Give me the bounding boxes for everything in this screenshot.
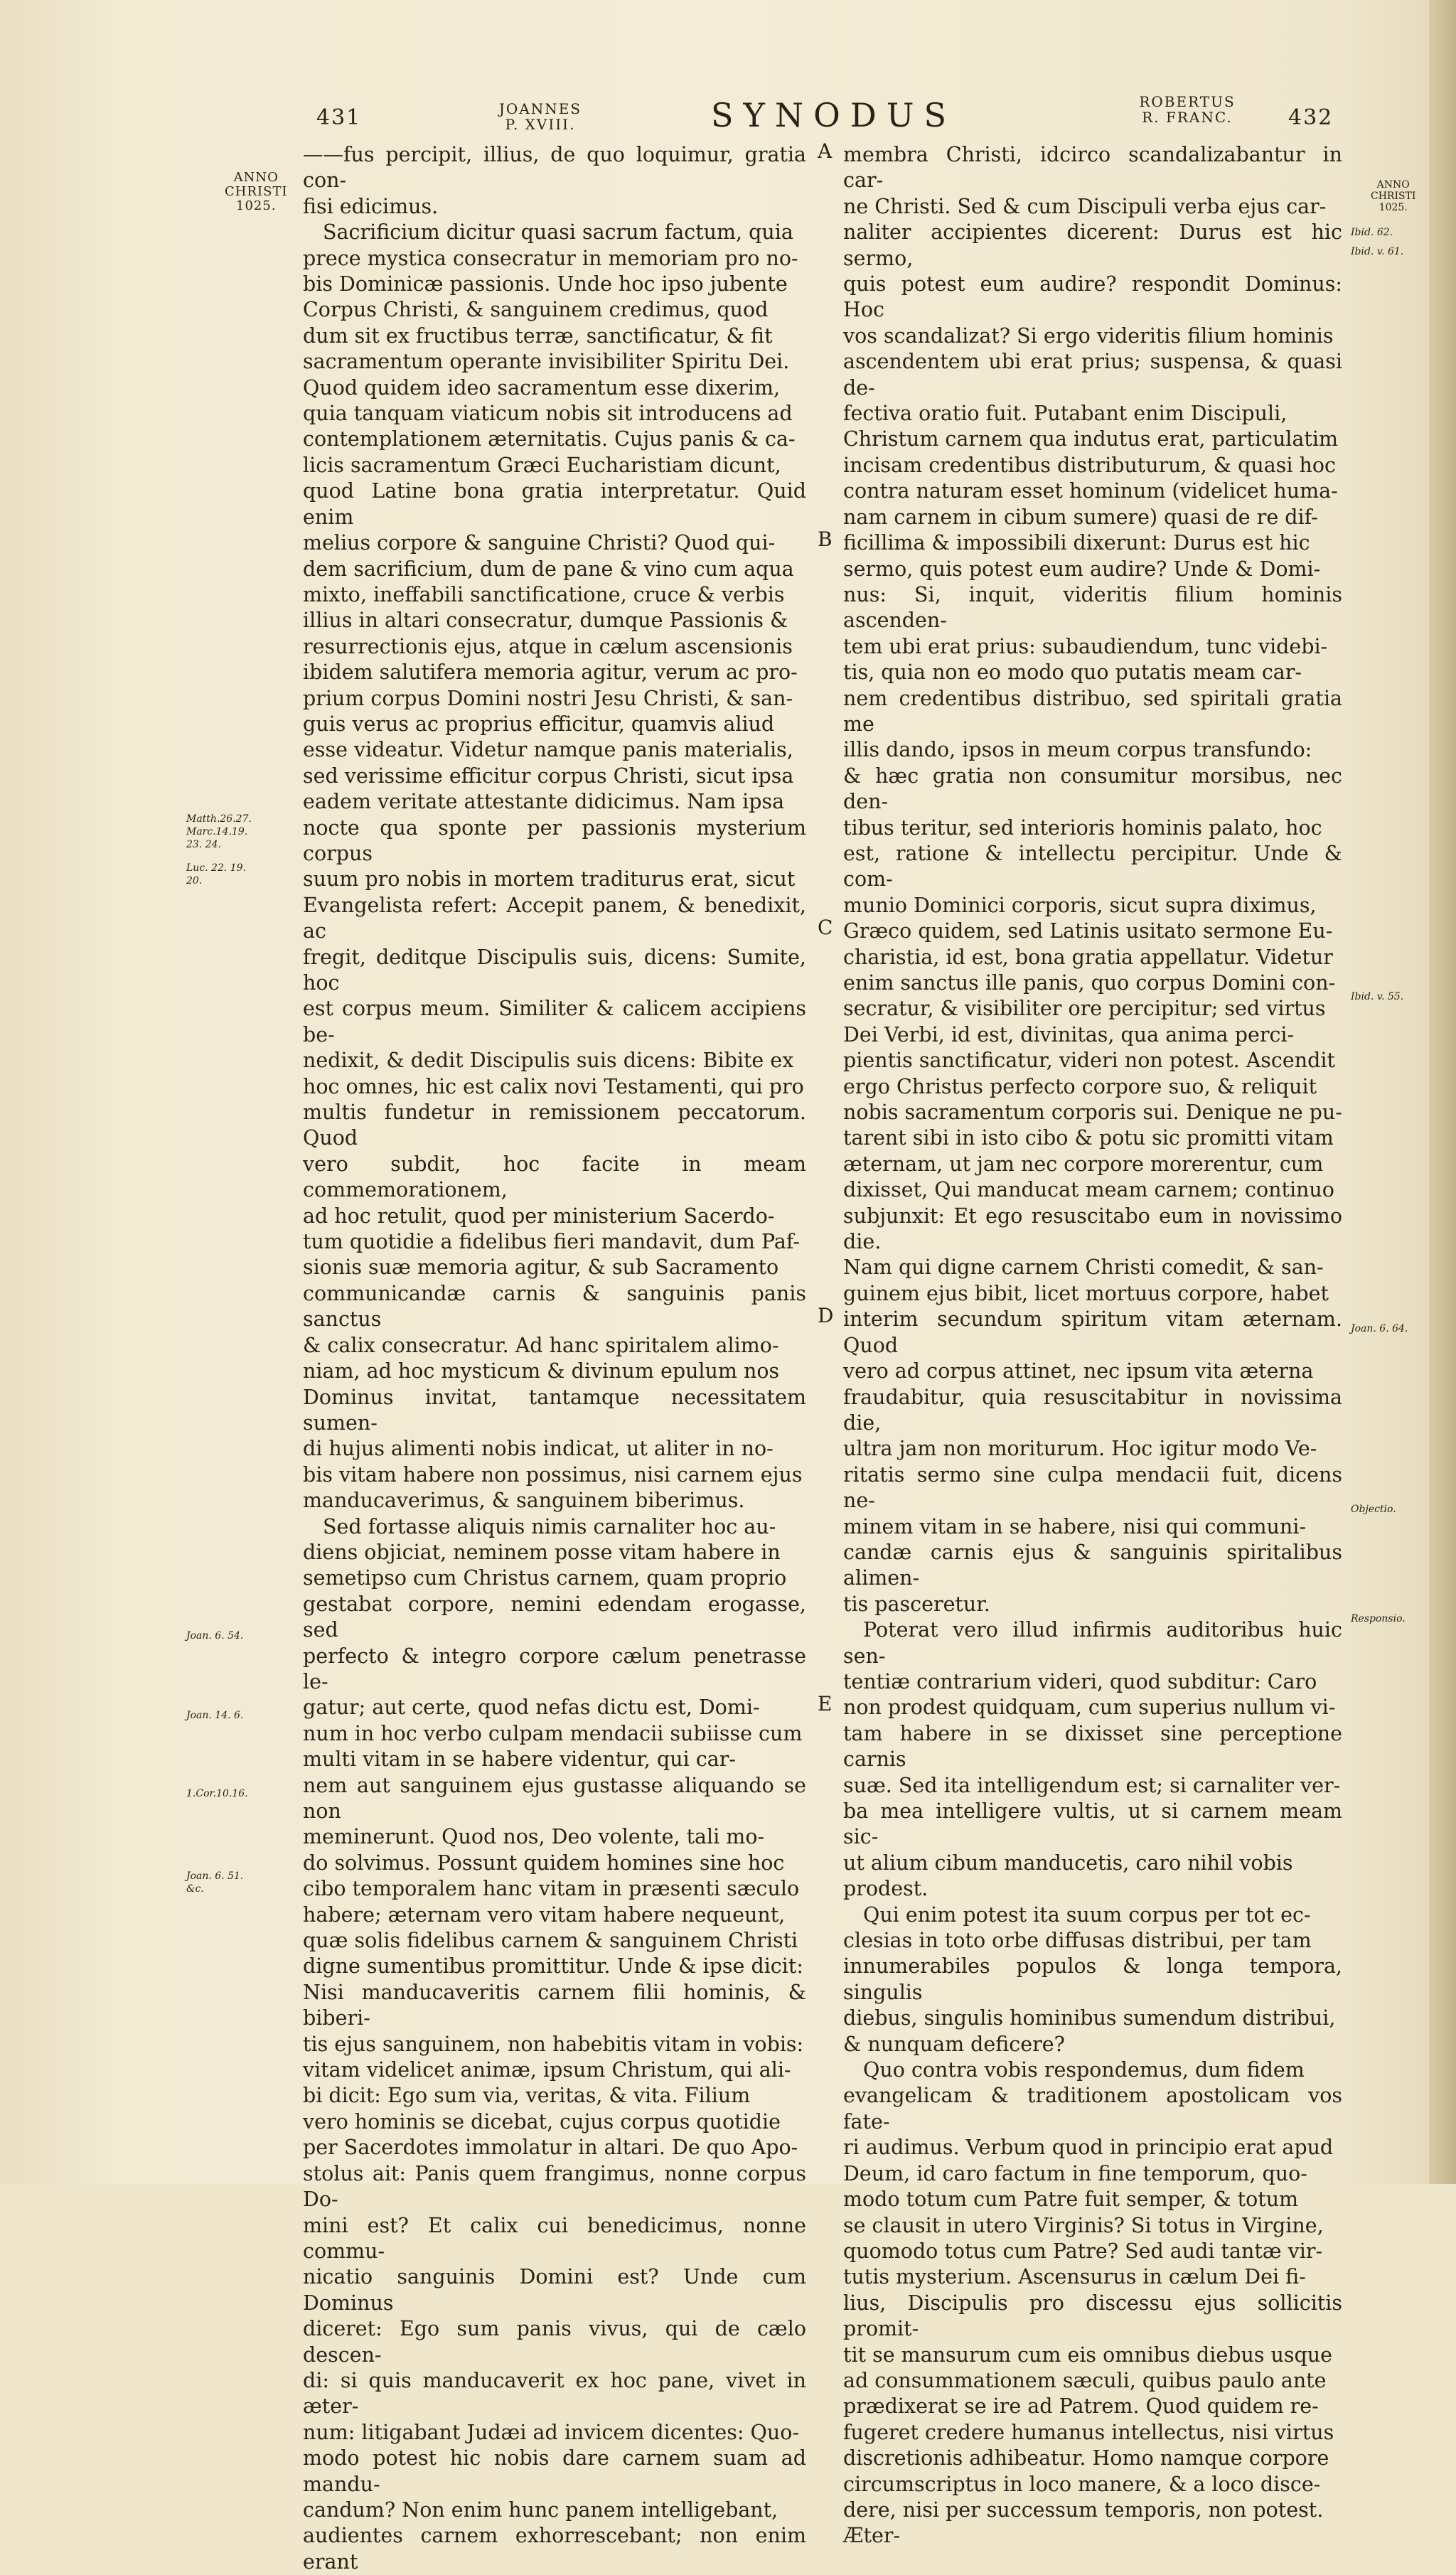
text-line: est corpus meum. Similiter & calicem accipiens be- [303,997,806,1046]
text-line: naliter accipientes dicerent: Durus est hic sermo, [843,220,1342,270]
text-line: & calix consecratur. Ad hanc spiritalem alimo- [303,1333,779,1357]
text-line: ri audimus. Verbum quod in principio erat apud [843,2136,1334,2160]
margin-note: Joan. 6. 54. [186,1630,244,1642]
year-label: 1025. [1379,202,1408,213]
margin-note: 20. [186,875,203,887]
text-line: Sacrificium dicitur quasi sacrum factum, quia [323,220,793,245]
text-line: candum? Non enim hunc panem intelligebant, [303,2498,778,2522]
text-line: non prodest quidquam, cum superius nullum vi- [843,1696,1336,1720]
margin-note: Responsio. [1351,1613,1406,1624]
running-head-right-line2: R. FRANC. [1142,109,1233,126]
text-line: num in hoc verbo culpam mendacii subiisse cum [303,1721,803,1745]
text-line: Nisi manducaveritis carnem filii hominis, & biberi- [303,1980,806,2030]
text-line: dum sit ex fructibus terræ, sanctificatur, & fit [303,323,773,348]
text-line: & nunquam deficere? [843,2032,1065,2056]
text-line: diceret: Ego sum panis vivus, qui de cælo descen- [303,2317,806,2367]
text-line: ergo Christus perfecto corpore suo, & reliquit [843,1074,1317,1098]
text-line: fectiva oratio fuit. Putabant enim Discipuli, [843,402,1288,426]
text-line: minem vitam in se habere, nisi qui communi- [843,1514,1307,1538]
text-line: perfecto & integro corpore cælum penetrasse le- [303,1644,806,1693]
text-line: prodest. [843,1877,928,1901]
text-line: Corpus Christi, & sanguinem credimus, quod [303,298,769,322]
margin-note: Matth.26.27. [186,813,252,825]
text-line: circumscriptus in loco manere, & a loco disce- [843,2472,1321,2496]
text-line: digne sumentibus promittitur. Unde & ipse dicit: [303,1954,803,1979]
margin-note: &c. [186,1883,204,1895]
running-head-right-line1: ROBERTUS [1139,93,1236,110]
text-line: nobis sacramentum corporis sui. Denique ne pu- [843,1101,1342,1125]
text-line: diens objiciat, neminem posse vitam habere in [303,1540,781,1564]
text-line: vero ad corpus attinet, nec ipsum vita æterna [843,1359,1314,1383]
text-line: gestabat corpore, nemini edendam erogasse, sed [303,1592,806,1642]
text-line: interim secundum spiritum vitam æternam. Quod [843,1307,1342,1357]
text-line: semetipso cum Christus carnem, quam proprio [303,1566,787,1590]
running-head-right [1109,94,1265,125]
text-line: licis sacramentum Græci Eucharistiam dicunt, [303,453,781,477]
text-line: Græco quidem, sed Latinis usitato sermone Eu- [843,919,1333,943]
text-line: pientis sanctificatur, videri non potest. Ascendit [843,1049,1335,1073]
text-line: Christum carnem qua indutus erat, particulatim [843,427,1339,451]
page-binding-edge [1429,0,1456,2184]
text-line: meminerunt. Quod nos, Deo volente, tali mo- [303,1825,765,1849]
text-line: Dei Verbi, id est, divinitas, qua anima perci- [843,1022,1295,1046]
running-head-left [469,101,611,132]
text-line: munio Dominici corporis, sicut supra diximus, [843,893,1317,917]
text-line: lius, Discipulis pro discessu ejus sollicitis promit- [843,2291,1342,2341]
text-line: bis vitam habere non possimus, nisi carnem ejus [303,1462,803,1487]
text-line: Æter- [843,2524,901,2548]
text-line: prece mystica consecratur in memoriam pro no- [303,246,798,270]
text-line: nedixit, & dedit Discipulis suis dicens: Bibite ex [303,1049,794,1073]
text-line: candæ carnis ejus & sanguinis spiritalibus alimen- [843,1540,1342,1590]
text-line: ba mea intelligere vultis, ut si carnem meam sic- [843,1799,1342,1849]
left-text-column [303,142,806,2575]
text-line: nus: Si, inquit, videritis filium hominis ascenden- [843,582,1342,633]
text-line: tis, quia non eo modo quo putatis meam car- [843,660,1302,685]
text-line: illius in altari consecratur, dumque Passionis & [303,609,788,633]
text-line: sed verissime efficitur corpus Christi, sicut ipsa [303,764,794,788]
margin-anno-right [1371,179,1415,213]
text-line: tentiæ contrarium videri, quod subditur: Caro [843,1669,1317,1693]
text-line: Sed fortasse aliquis nimis carnaliter hoc au- [323,1514,776,1538]
text-line: quod Latine bona gratia interpretatur. Quid enim [303,479,806,529]
text-line: Qui enim potest ita suum corpus per tot ec- [863,1902,1311,1927]
text-line: illis dando, ipsos in meum corpus transfundo: [843,738,1312,762]
text-line: quæ solis fidelibus carnem & sanguinem Christi [303,1929,798,1953]
text-line: membra Christi, idcirco scandalizabantur in car- [843,143,1342,193]
right-text-column [843,142,1342,2549]
text-line: num: litigabant Judæi ad invicem dicentes: Quo- [303,2420,800,2444]
text-line: Quod quidem ideo sacramentum esse dixerim, [303,375,781,400]
text-line: contra naturam esset hominum (videlicet huma- [843,479,1338,503]
text-line: nem credentibus distribuo, sed spiritali gratia me [843,686,1342,736]
page-number-right: 432 [1288,105,1334,130]
section-letter-d: D [818,1304,834,1327]
text-line: prium corpus Domini nostri Jesu Christi, & san- [303,686,793,710]
text-line: audientes carnem exhorrescebant; non enim erant [303,2524,806,2574]
text-line: prædixerat se ire ad Patrem. Quod quidem re- [843,2394,1319,2419]
text-line: æternam, ut jam nec corpore morerentur, cum [843,1152,1324,1176]
text-line: gatur; aut certe, quod nefas dictu est, Domi- [303,1696,760,1720]
text-line: mini est? Et calix cui benedicimus, nonne commu- [303,2213,806,2263]
margin-note: Ibid. v. 61. [1351,246,1404,257]
text-line: fugeret credere humanus intellectus, nisi virtus [843,2420,1334,2444]
text-line: ficillima & impossibili dixerunt: Durus est hic [843,531,1310,555]
section-letter-a: A [818,139,833,163]
text-line: sermo, quis potest eum audire? Unde & Domi- [843,557,1321,581]
text-line: hoc omnes, hic est calix novi Testamenti, qui pro [303,1074,804,1098]
text-line: quia tanquam viaticum nobis sit introducens ad [303,402,793,426]
text-line: contemplationem æternitatis. Cujus panis & ca- [303,427,796,451]
text-line: se clausit in utero Virginis? Si totus in Virgine, [843,2213,1324,2237]
anno-label: ANNO [233,170,279,185]
text-line: ascendentem ubi erat prius; suspensa, & quasi de- [843,350,1342,400]
margin-note: Ibid. v. 55. [1351,991,1404,1002]
text-line: nocte qua sponte per passionis mysterium corpus [303,815,806,865]
running-head-left-line1: JOANNES [498,100,582,117]
margin-note: 1.Cor.10.16. [186,1788,248,1799]
text-line: fregit, deditque Discipulis suis, dicens: Sumite, hoc [303,945,806,995]
text-line: mixto, ineffabili sanctificatione, cruce & verbis [303,582,785,606]
text-line: tibus teritur, sed interioris hominis palato, hoc [843,815,1322,840]
text-line: guinem ejus bibit, licet mortuus corpore, habet [843,1281,1329,1305]
text-line: di hujus alimenti nobis indicat, ut aliter in no- [303,1437,774,1461]
text-line: discretionis adhibeatur. Homo namque corpore [843,2446,1329,2470]
text-line: dere, nisi per successum temporis, non potest. [843,2498,1324,2522]
anno-label: ANNO [1376,179,1410,191]
text-line: clesias in toto orbe diffusas distribui, per tam [843,1929,1312,1953]
text-line: & hæc gratia non consumitur morsibus, nec den- [843,764,1342,814]
text-line: tum quotidie a fidelibus fieri mandavit, dum Paf- [303,1230,800,1254]
text-line: fisi edicimus. [303,194,439,218]
text-line: modo totum cum Patre fuit semper, & totum [843,2188,1299,2212]
margin-anno-left [225,171,288,213]
page-number-left: 431 [316,105,362,130]
text-line: quis potest eum audire? respondit Dominus: Hoc [843,272,1342,322]
running-head-left-line2: P. XVIII. [505,116,576,133]
text-line: nam carnem in cibum sumere) quasi de re dif- [843,505,1318,529]
text-line: melius corpore & sanguine Christi? Quod qui- [303,531,776,555]
text-line: charistia, id est, bona gratia appellatur. Videtur [843,945,1333,969]
text-line: bi dicit: Ego sum via, veritas, & vita. Filium [303,2084,751,2108]
text-line: fraudabitur, quia resuscitabitur in novissima die, [843,1385,1342,1435]
text-line: tis pasceretur. [843,1592,990,1616]
text-line: stolus ait: Panis quem frangimus, nonne corpus Do- [303,2161,806,2212]
text-line: incisam credentibus distributurum, & quasi hoc [843,453,1337,477]
text-line: bis Dominicæ passionis. Unde hoc ipso jubente [303,272,788,296]
text-line: resurrectionis ejus, atque in cælum ascensionis [303,634,793,658]
margin-note: Joan. 6. 64. [1351,1323,1408,1334]
text-line: vero hominis se dicebat, cujus corpus quotidie [303,2109,781,2134]
text-line: ne Christi. Sed & cum Discipuli verba ejus car- [843,194,1327,218]
text-line: Deum, id caro factum in fine temporum, quo- [843,2161,1307,2185]
text-line: ritatis sermo sine culpa mendacii fuit, dicens ne- [843,1462,1342,1513]
christi-label: CHRISTI [1371,191,1416,202]
text-line: nem aut sanguinem ejus gustasse aliquando se non [303,1773,806,1823]
text-line: Nam qui digne carnem Christi comedit, & san- [843,1256,1324,1280]
margin-note: Joan. 6. 51. [186,1870,244,1882]
text-line: nicatio sanguinis Domini est? Unde cum Dominus [303,2265,806,2315]
text-line: tem ubi erat prius: subaudiendum, tunc videbi- [843,634,1328,658]
margin-note: Marc.14.19. [186,826,248,837]
text-line: tutis mysterium. Ascensurus in cælum Dei fi- [843,2265,1306,2289]
text-line: tam habere in se dixisset sine perceptione carnis [843,1721,1342,1772]
text-line: ut alium cibum manducetis, caro nihil vobis [843,1851,1293,1875]
text-line: vero subdit, hoc facite in meam commemorationem, [303,1152,806,1202]
text-line: do solvimus. Possunt quidem homines sine hoc [303,1851,785,1875]
text-line: quomodo totus cum Patre? Sed audi tantæ vir- [843,2239,1323,2263]
margin-note: 23. 24. [186,839,221,850]
text-line: suæ. Sed ita intelligendum est; si carnaliter ver- [843,1773,1341,1797]
margin-note: Joan. 14. 6. [186,1710,244,1721]
text-line: enim sanctus ille panis, quo corpus Domini con- [843,971,1336,995]
text-line: tis ejus sanguinem, non habebitis vitam in vobis: [303,2032,804,2056]
text-line: secratur, & visibiliter ore percipitur; sed virtus [843,997,1326,1021]
text-line: vos scandalizat? Si ergo videritis filium hominis [843,323,1334,348]
text-line: est, ratione & intellectu percipitur. Unde & com- [843,841,1342,892]
text-line: ibidem salutifera memoria agitur, verum ac pro- [303,660,798,685]
christi-label: CHRISTI [225,184,288,199]
year-label: 1025. [236,198,277,213]
running-head-title: SYNODUS [711,96,957,134]
text-line: ——fus percipit, illius, de quo loquimur, gratia con- [303,143,806,193]
text-line: modo potest hic nobis dare carnem suam ad mandu- [303,2446,806,2496]
text-line: tarent sibi in isto cibo & potu sic promitti vitam [843,1126,1334,1150]
text-line: multi vitam in se habere videntur, qui car- [303,1747,737,1772]
text-line: eadem veritate attestante didicimus. Nam ipsa [303,790,785,814]
text-line: Poterat vero illud infirmis auditoribus huic sen- [843,1618,1342,1668]
text-line: sacramentum operante invisibiliter Spiritu Dei. [303,350,790,374]
text-line: niam, ad hoc mysticum & divinum epulum nos [303,1359,780,1383]
text-line: cibo temporalem hanc vitam in præsenti sæculo [303,1877,800,1901]
text-line: dem sacrificium, dum de pane & vino cum aqua [303,557,794,581]
text-line: suum pro nobis in mortem traditurus erat, sicut [303,867,796,892]
section-letter-b: B [818,528,833,551]
text-line: Dominus invitat, tantamque necessitatem sumen- [303,1385,806,1435]
text-line: ad hoc retulit, quod per ministerium Sacerdo- [303,1204,775,1228]
margin-note: Ibid. 62. [1351,227,1393,238]
text-line: evangelicam & traditionem apostolicam vos fate- [843,2084,1342,2134]
text-line: di: si quis manducaverit ex hoc pane, vivet in æter- [303,2368,806,2419]
text-line: tit se mansurum cum eis omnibus diebus usque [843,2343,1333,2367]
text-line: sionis suæ memoria agitur, & sub Sacramento [303,1256,779,1280]
text-line: innumerabiles populos & longa tempora, singulis [843,1954,1342,2004]
text-line: Quo contra vobis respondemus, dum fidem [863,2058,1305,2082]
margin-note: Objectio. [1351,1504,1396,1515]
text-line: per Sacerdotes immolatur in altari. De quo Apo- [303,2136,798,2160]
text-line: diebus, singulis hominibus sumendum distribui, [843,2006,1336,2030]
text-line: Evangelista refert: Accepit panem, & benedixit, ac [303,893,806,943]
text-line: ultra jam non moriturum. Hoc igitur modo Ve- [843,1437,1317,1461]
section-letter-e: E [818,1692,833,1715]
text-line: subjunxit: Et ego resuscitabo eum in novissimo die. [843,1204,1342,1254]
text-line: dixisset, Qui manducat meam carnem; continuo [843,1178,1334,1202]
text-line: ad consummationem sæculi, quibus paulo ante [843,2368,1327,2392]
margin-note: Luc. 22. 19. [186,862,247,874]
text-line: guis verus ac proprius efficitur, quamvis aliud [303,712,775,736]
text-line: esse videatur. Videtur namque panis materialis, [303,738,793,762]
text-line: communicandæ carnis & sanguinis panis sanctus [303,1281,806,1332]
section-letter-c: C [818,916,833,939]
text-line: vitam videlicet animæ, ipsum Christum, qui ali- [303,2058,791,2082]
text-line: multis fundetur in remissionem peccatorum. Quod [303,1101,806,1150]
text-line: habere; æternam vero vitam habere nequeunt, [303,1902,786,1927]
text-line: manducaverimus, & sanguinem biberimus. [303,1489,745,1513]
